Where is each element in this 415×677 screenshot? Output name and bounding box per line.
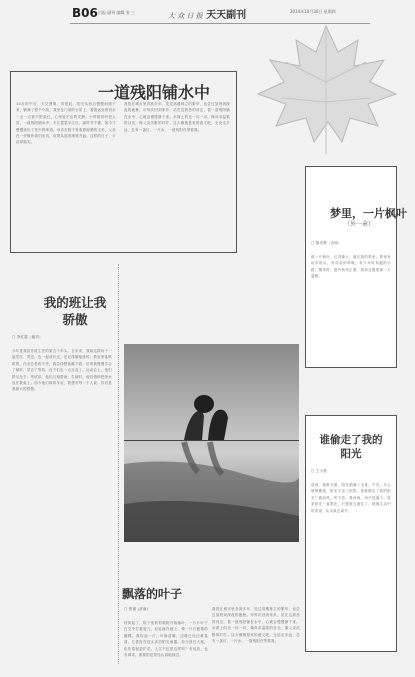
- poem2-body: 清晨，我推开窗，阳光洒满了书桌。午后，乌云悄悄聚拢，阳光不见了踪影。是谁偷走了我的阳光？我问风，风不语；我问雨，雨只是落下。原来阳光一直都在，只是被云遮住了，就像生活中的希望，从未真正离开。: [311, 483, 391, 513]
- main-article-body-right: 我曾在城市里奔波多年，见过高楼林立的繁华，也尝过加班到深夜的疲惫。可每次回到家乡，站在这熟悉的河边，看一道残阳铺在水中，心就会慢慢静下来。水面上的光一闪一闪，像母亲温柔的目光，像父亲沉默的叮咛。这大概就是家的意义吧，无论走多远，总有一盏灯、一片水、一道残阳在等着我。: [124, 102, 230, 132]
- section-logo: [168, 6, 246, 21]
- page-number: B06: [72, 6, 98, 20]
- leaf-article-body-left: 秋风起了，院子里的梧桐树开始落叶。一片片叶子在空中打着旋儿，轻轻落在地上，像一只只疲倦的蝴蝶。我捡起一片，叶脉清晰，边缘已经泛黄卷曲。它曾经在枝头沐浴阳光雨露，如今回归大地，化作春泥更护花。人生不也是这样吗？有绽放，也有凋零，重要的是曾经认真地绿过。: [124, 621, 208, 658]
- class-article-body: 今年是我担任班主任的第五个年头。五年来，我和这群孩子一起笑过、哭过，也一起成长过。还记得刚接班时，教室里乱哄哄的，作业总是收不齐，我急得整夜睡不着。后来我慢慢学会了倾听，学会了等待，孩子们也一点点变了。运动会上，他们拼尽全力；考试前，他们互相帮助；生病时，他们悄悄把热水放在我桌上。如今他们即将毕业，我想对每一个人说：你们是我最大的骄傲。: [12, 349, 112, 392]
- leaf-article-body-right: 我曾在城市里奔波多年，见过高楼林立的繁华，也尝过加班到深夜的疲惫。可每次回到家乡，站在这熟悉的河边，看一道残阳铺在水中，心就会慢慢静下来。水面上的光一闪一闪，像母亲温柔的目光，像父亲沉默的叮咛。这大概就是家的意义吧，无论走多远，总有一盏灯、一片水、一道残阳在等着我。: [212, 607, 300, 644]
- class-article-title: 我的班让我骄傲: [43, 295, 107, 327]
- poem1-byline: □ 陈光辉（济南）: [311, 241, 342, 245]
- poem1-body: 那一片枫叶，红得像火，落在我的梦里。梦里有故乡的山，有母亲的呼唤，有少年时奔跑的小路。醒来时，窗外秋风正紧，我却还握着那一片温暖。: [311, 255, 391, 279]
- main-article-title: 一道残阳铺水中: [98, 83, 211, 102]
- newspaper-brand: 大 众 日 报: [168, 12, 203, 20]
- section-name: 天天副刊: [206, 10, 247, 21]
- main-article-body-left: 10月的午后，天空澄明，风很轻，阳光从西边慢慢斜照下来，铺满了整个小院。我坐在门前的台阶上，看着远处的河水一点一点被夕阳染红，心里说不出的安静。小时候常听老人讲，一道残阳铺水中，半江瑟瑟半江红，那时并不懂，如今才慢慢读出了其中的味道。母亲在院子里收着晾晒的玉米，父亲在一旁修补着旧农具，炊烟从屋顶缓缓升起，这样的日子，平淡却踏实。: [16, 102, 116, 145]
- leaf-article-byline: □ 张丽 (济南): [124, 607, 149, 611]
- poem1-title: 梦里，一片枫叶: [330, 207, 407, 220]
- leaf-article-title: 飘落的叶子: [122, 587, 183, 601]
- class-article-byline: □ 李红霞（潍坊）: [12, 335, 43, 339]
- couple-on-beach-photo: [124, 344, 299, 542]
- header-meta: 日报 副刊 编辑 张 三: [98, 10, 136, 15]
- poem1-subtitle: （外一章）: [344, 221, 375, 228]
- poem2-title: 谁偷走了我的阳光: [319, 434, 383, 460]
- issue-date: 2014年10月30日 星期四: [290, 9, 336, 14]
- poem2-byline: □ 王小燕: [311, 469, 327, 473]
- maple-leaf-illustration: [246, 22, 406, 162]
- column-rule: [118, 264, 119, 664]
